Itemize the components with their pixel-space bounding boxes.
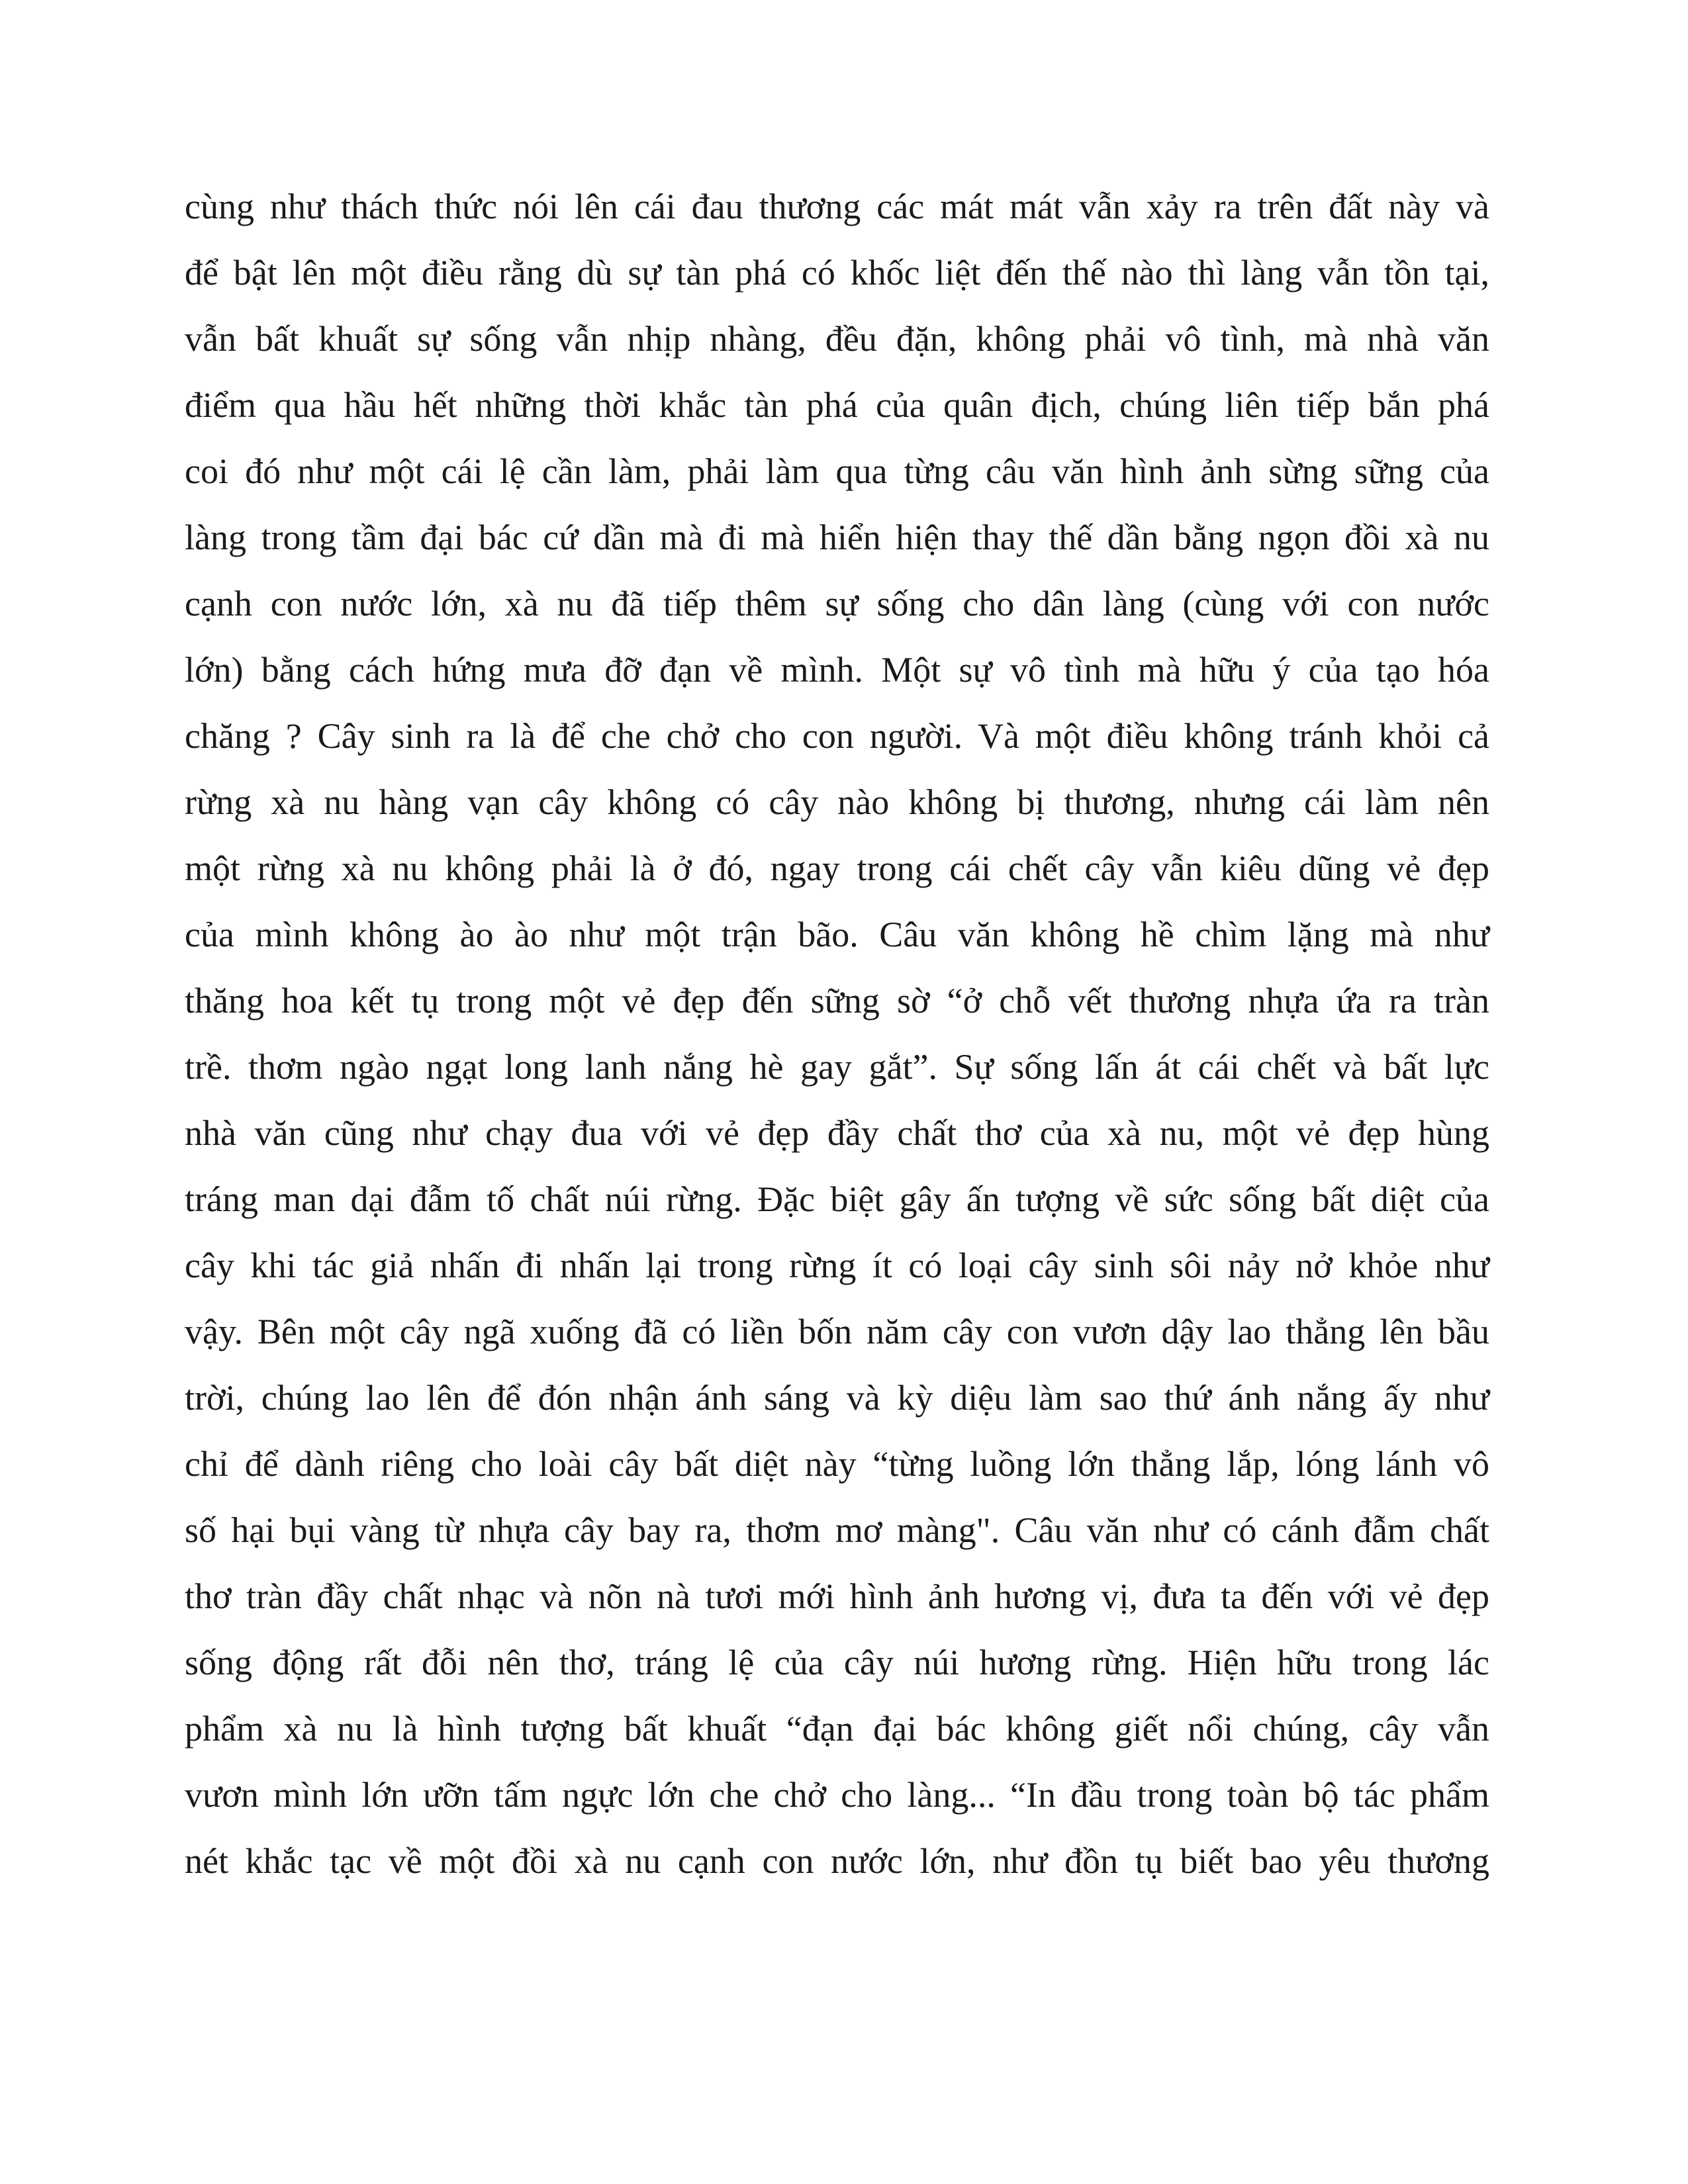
text-line: để bật lên một điều rằng dù sự tàn phá có khốc liệt đến thế nào thì làng vẫn tồn tại,	[185, 253, 1489, 293]
text-line: thăng hoa kết tụ trong một vẻ đẹp đến sững sờ “ở chỗ vết thương nhựa ứa ra tràn	[185, 981, 1489, 1021]
text-line: làng trong tầm đại bác cứ dần mà đi mà hiển hiện thay thế dần bằng ngọn đồi xà nu	[185, 518, 1489, 557]
text-line: trề. thơm ngào ngạt long lanh nắng hè gay gắt”. Sự sống lấn át cái chết và bất lực	[185, 1047, 1489, 1087]
text-line: vẫn bất khuất sự sống vẫn nhịp nhàng, đều đặn, không phải vô tình, mà nhà văn	[185, 319, 1489, 359]
text-line: một rừng xà nu không phải là ở đó, ngay trong cái chết cây vẫn kiêu dũng vẻ đẹp	[185, 848, 1489, 888]
text-line: vươn mình lớn ưỡn tấm ngực lớn che chở cho làng... “In đầu trong toàn bộ tác phẩm	[185, 1775, 1489, 1815]
text-line: vậy. Bên một cây ngã xuống đã có liền bốn năm cây con vươn dậy lao thẳng lên bầu	[185, 1312, 1489, 1351]
text-line: cùng như thách thức nói lên cái đau thương các mát mát vẫn xảy ra trên đất này và	[185, 187, 1489, 226]
text-line: của mình không ào ào như một trận bão. Câu văn không hề chìm lặng mà như	[185, 915, 1489, 954]
text-line: nhà văn cũng như chạy đua với vẻ đẹp đầy chất thơ của xà nu, một vẻ đẹp hùng	[185, 1113, 1489, 1153]
text-line: trời, chúng lao lên để đón nhận ánh sáng và kỳ diệu làm sao thứ ánh nắng ấy như	[185, 1378, 1489, 1418]
text-line: điểm qua hầu hết những thời khắc tàn phá của quân địch, chúng liên tiếp bắn phá	[185, 385, 1489, 425]
text-line: chăng ? Cây sinh ra là để che chở cho con người. Và một điều không tránh khỏi cả	[185, 716, 1489, 756]
text-line: sống động rất đỗi nên thơ, tráng lệ của cây núi hương rừng. Hiện hữu trong lác	[185, 1643, 1489, 1682]
text-line: cây khi tác giả nhấn đi nhấn lại trong rừng ít có loại cây sinh sôi nảy nở khỏe như	[185, 1246, 1489, 1285]
text-line: rừng xà nu hàng vạn cây không có cây nào không bị thương, nhưng cái làm nên	[185, 782, 1489, 822]
text-line: tráng man dại đẫm tố chất núi rừng. Đặc biệt gây ấn tượng về sức sống bất diệt của	[185, 1179, 1489, 1219]
text-line: lớn) bằng cách hứng mưa đỡ đạn về mình. Một sự vô tình mà hữu ý của tạo hóa	[185, 650, 1489, 690]
text-line: nét khắc tạc về một đồi xà nu cạnh con nước lớn, như đồn tụ biết bao yêu thương	[185, 1841, 1489, 1881]
text-line: số hại bụi vàng từ nhựa cây bay ra, thơm mơ màng". Câu văn như có cánh đẫm chất	[185, 1510, 1489, 1550]
text-line: chỉ để dành riêng cho loài cây bất diệt này “từng luồng lớn thẳng lắp, lóng lánh vô	[185, 1444, 1489, 1484]
text-line: cạnh con nước lớn, xà nu đã tiếp thêm sự sống cho dân làng (cùng với con nước	[185, 584, 1489, 623]
text-line: coi đó như một cái lệ cần làm, phải làm qua từng câu văn hình ảnh sừng sững của	[185, 451, 1489, 491]
text-line: thơ tràn đầy chất nhạc và nõn nà tươi mới hình ảnh hương vị, đưa ta đến với vẻ đẹp	[185, 1576, 1489, 1616]
text-line: phẩm xà nu là hình tượng bất khuất “đạn đại bác không giết nổi chúng, cây vẫn	[185, 1709, 1489, 1749]
